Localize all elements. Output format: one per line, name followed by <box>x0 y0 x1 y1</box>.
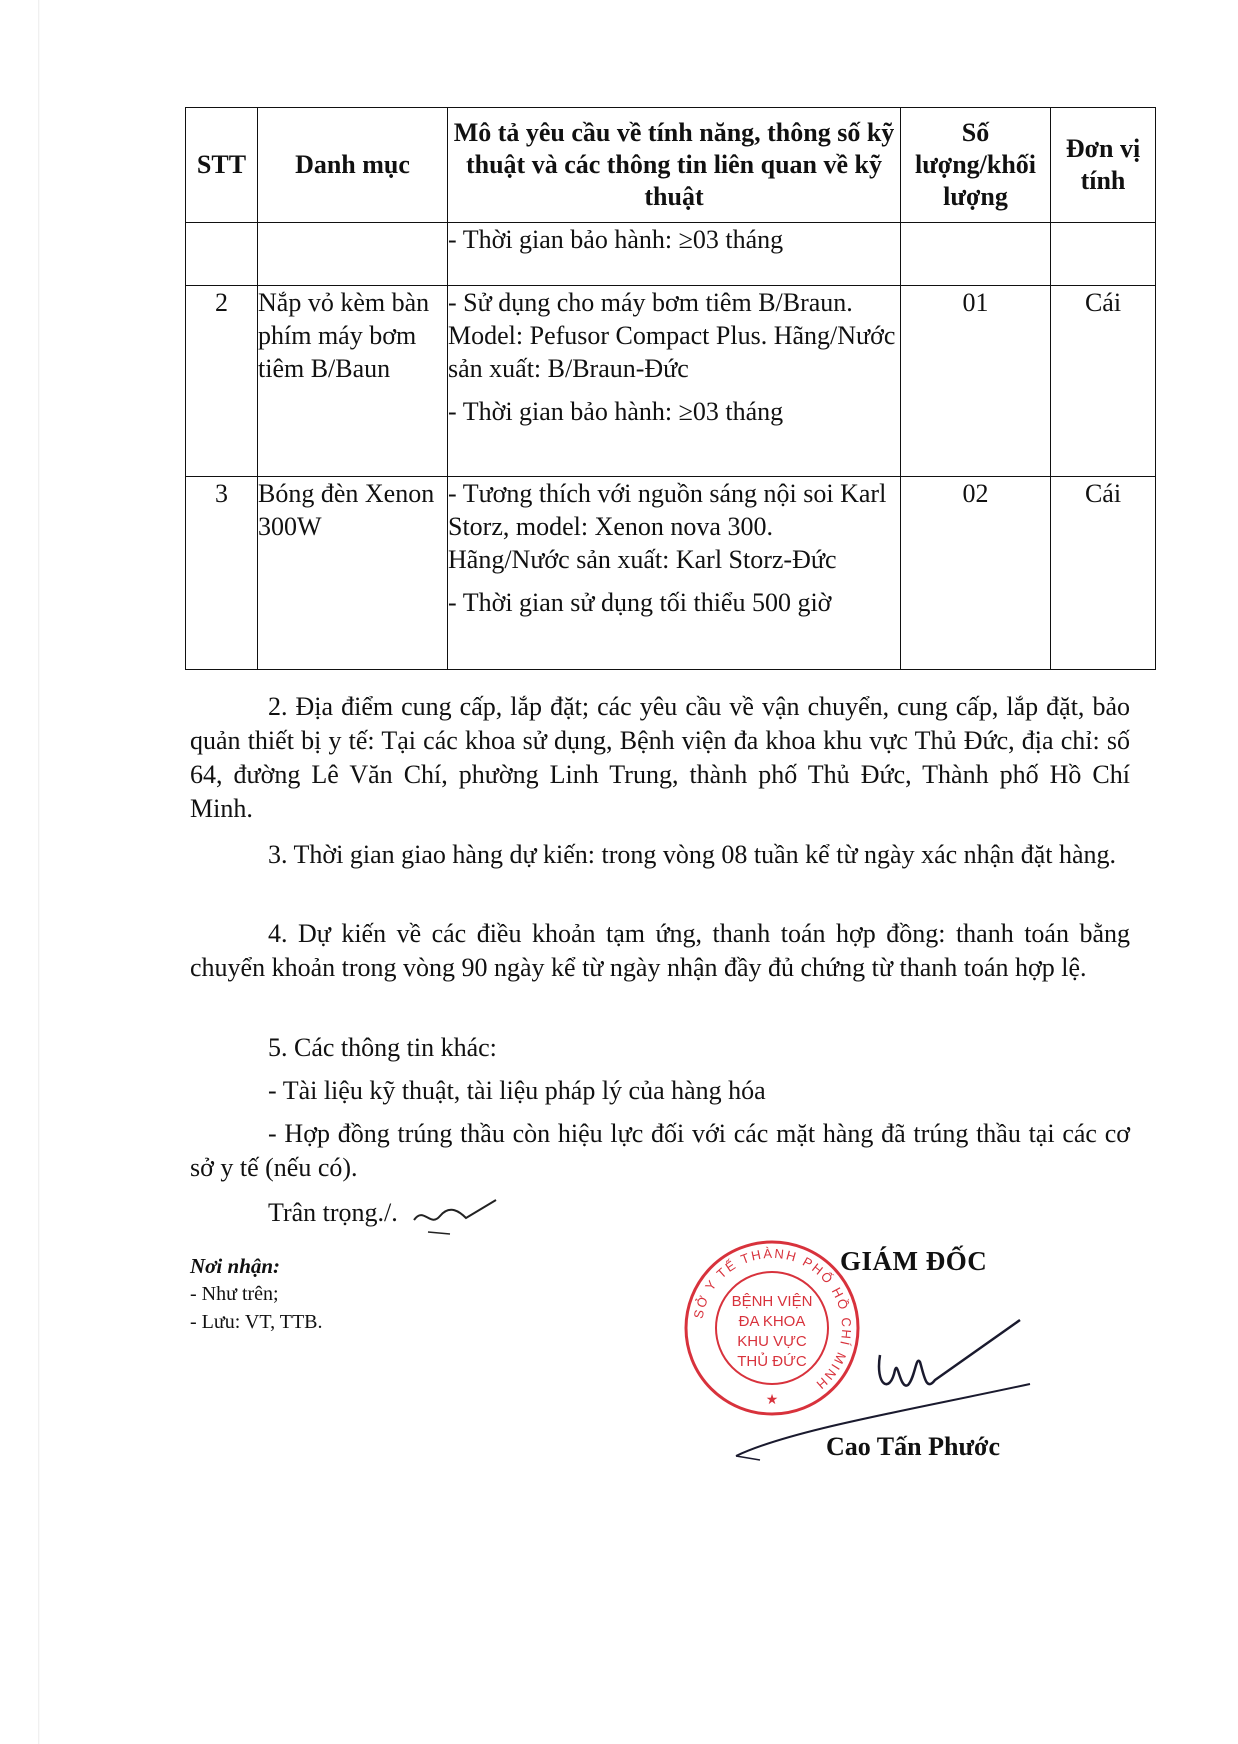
header-quantity: Số lượng/khối lượng <box>901 108 1051 223</box>
header-stt: STT <box>186 108 258 223</box>
svg-text:ĐA KHOA: ĐA KHOA <box>738 1313 806 1330</box>
recipients-block <box>190 1252 323 1336</box>
row-category: Bóng đèn Xenon 300W <box>258 477 448 670</box>
recipient-item: - Như trên; <box>190 1283 279 1305</box>
table-row <box>186 286 1156 477</box>
description-line: - Thời gian bảo hành: ≥03 tháng <box>448 225 784 254</box>
description-line: - Sử dụng cho máy bơm tiêm B/Braun. Model: Pefusor Compact Plus. Hãng/Nước sản xuất: B/Braun-Đức <box>448 288 896 383</box>
header-category: Danh mục <box>258 108 448 223</box>
row-description <box>448 286 901 477</box>
row-unit <box>1051 223 1156 286</box>
row-category <box>258 223 448 286</box>
svg-text:THỦ ĐỨC: THỦ ĐỨC <box>737 1353 807 1370</box>
row-quantity: 02 <box>901 477 1051 670</box>
recipients-heading: Nơi nhận: <box>190 1254 281 1278</box>
row-quantity <box>901 223 1051 286</box>
table-row <box>186 477 1156 670</box>
row-stt: 3 <box>186 477 258 670</box>
initials-mark <box>410 1198 500 1238</box>
row-category: Nắp vỏ kèm bàn phím máy bơm tiêm B/Baun <box>258 286 448 477</box>
signer-title: GIÁM ĐỐC <box>840 1246 988 1276</box>
specification-table <box>185 107 1156 670</box>
svg-text:BỆNH VIỆN: BỆNH VIỆN <box>731 1293 813 1310</box>
row-stt <box>186 223 258 286</box>
description-line: - Thời gian sử dụng tối thiểu 500 giờ <box>448 588 832 617</box>
header-description: Mô tả yêu cầu về tính năng, thông số kỹ thuật và các thông tin liên quan về kỹ thuật <box>448 108 901 223</box>
description-line: - Thời gian bảo hành: ≥03 tháng <box>448 397 784 426</box>
table-header-row <box>186 108 1156 223</box>
paragraph-delivery-location: 2. Địa điểm cung cấp, lắp đặt; các yêu cầu về vận chuyển, cung cấp, lắp đặt, bảo quản thiết bị y tế: Tại các khoa sử dụng, Bệnh viện đa khoa khu vực Thủ Đức, địa chỉ: số 64, đường Lê Văn Chí, phường Linh Trung, thành phố Thủ Đức, Thành phố Hồ Chí Minh. <box>190 692 1130 823</box>
header-unit: Đơn vị tính <box>1051 108 1156 223</box>
paragraph-contracts: - Hợp đồng trúng thầu còn hiệu lực đối với các mặt hàng đã trúng thầu tại các cơ sở y tế (nếu có). <box>190 1119 1130 1182</box>
signer-name: Cao Tấn Phước <box>826 1432 1000 1461</box>
row-unit: Cái <box>1051 477 1156 670</box>
closing-remark: Trân trọng./. <box>268 1198 398 1227</box>
description-line: - Tương thích với nguồn sáng nội soi Karl Storz, model: Xenon nova 300. Hãng/Nước sản xuất: Karl Storz-Đức <box>448 479 887 574</box>
paragraph-payment-terms: 4. Dự kiến về các điều khoản tạm ứng, thanh toán hợp đồng: thanh toán bằng chuyển khoản trong vòng 90 ngày kể từ ngày nhận đầy đủ chứng từ thanh toán hợp lệ. <box>190 919 1130 982</box>
row-unit: Cái <box>1051 286 1156 477</box>
row-description <box>448 477 901 670</box>
row-quantity: 01 <box>901 286 1051 477</box>
svg-text:SỞ Y TẾ THÀNH PHỐ HỒ CHÍ MINH: SỞ Y TẾ THÀNH PHỐ HỒ CHÍ MINH <box>690 1245 855 1394</box>
paragraph-technical-docs: - Tài liệu kỹ thuật, tài liệu pháp lý của hàng hóa <box>268 1076 766 1105</box>
recipient-item: - Lưu: VT, TTB. <box>190 1311 323 1333</box>
paragraph-delivery-time: 3. Thời gian giao hàng dự kiến: trong vòng 08 tuần kể từ ngày xác nhận đặt hàng. <box>268 840 1116 869</box>
page-edge-shadow <box>38 0 40 1744</box>
svg-text:KHU VỰC: KHU VỰC <box>737 1333 807 1350</box>
table-row <box>186 223 1156 286</box>
svg-text:★: ★ <box>765 1391 779 1407</box>
paragraph-other-info: 5. Các thông tin khác: <box>268 1033 497 1062</box>
row-stt: 2 <box>186 286 258 477</box>
row-description <box>448 223 901 286</box>
